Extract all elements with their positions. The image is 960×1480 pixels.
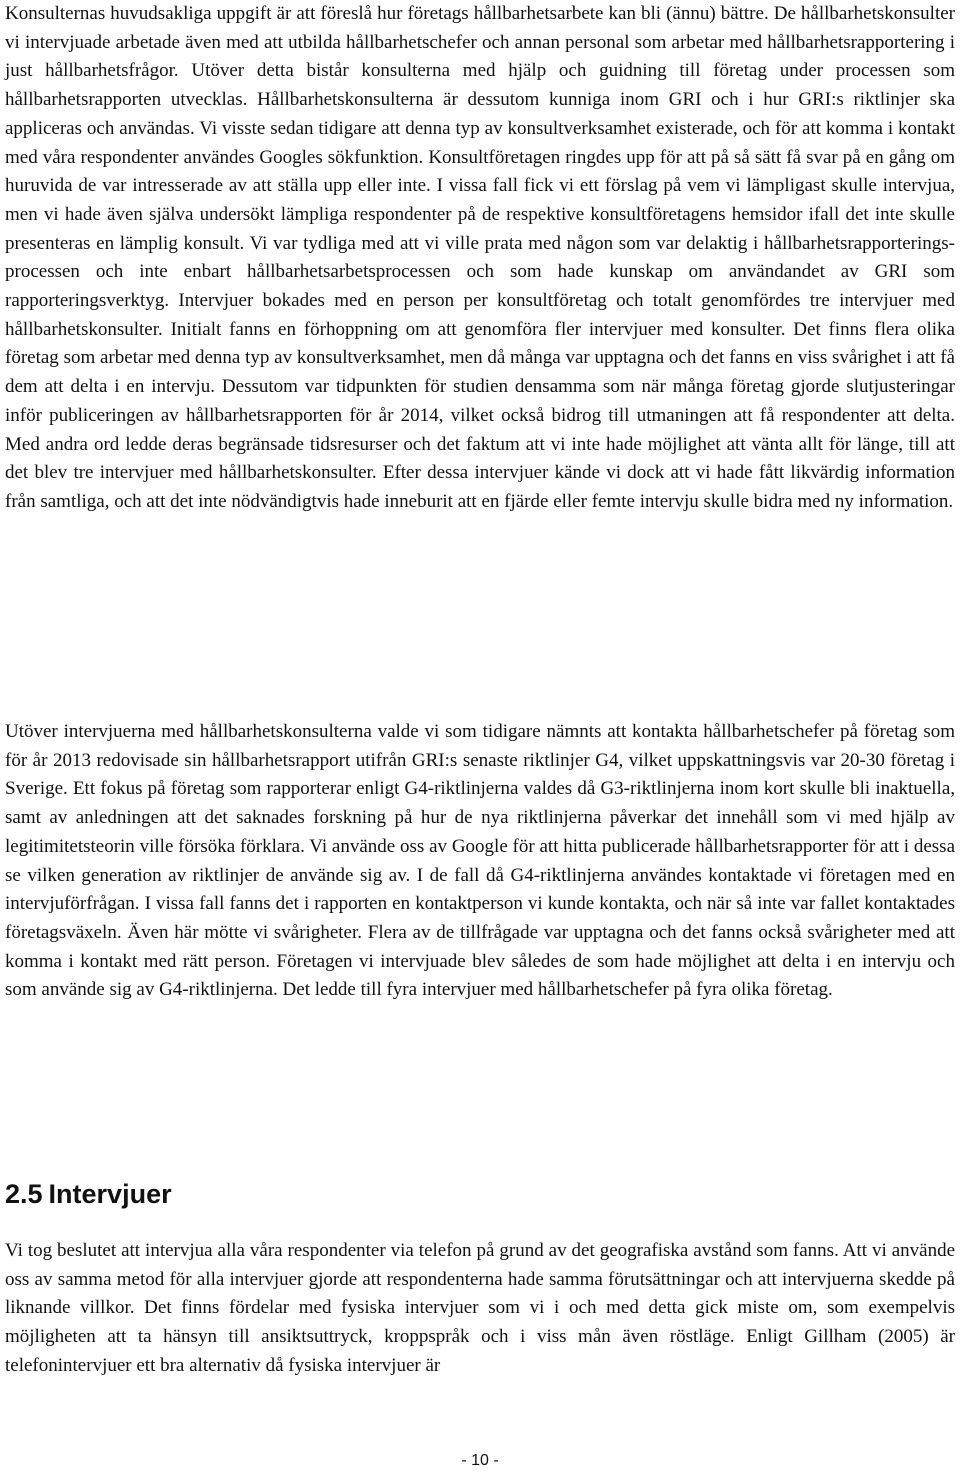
section-number: 2.5 <box>5 1179 43 1209</box>
page-number: - 10 - <box>461 1452 499 1469</box>
body-paragraph-consultants: Konsulternas huvudsakliga uppgift är att föreslå hur företags hållbarhetsarbete kan bli (ännu) bättre. De hållbarhetskonsulter vi intervjuade arbetade även med att utbilda hållbarhetschefer och annan personal som arbetar med hållbarhetsrapportering i just hållbarhetsfrågor. Utöver detta bistår konsulterna med hjälp och guidning till företag under processen som hållbarhetsrapporten utvecklas. Hållbarhetskonsulterna är dessutom kunniga inom GRI och i hur GRI:s riktlinjer ska appliceras och användas. Vi visste sedan tidigare att denna typ av konsultverksamhet existerade, och för att komma i kontakt med våra respondenter användes Googles sökfunktion. Konsultföretagen ringdes upp för att på så sätt få svar på en gång om huruvida de var intresserade av att ställa upp eller inte. I vissa fall fick vi ett förslag på vem vi lämpligast skulle intervjua, men vi hade även själva undersökt lämpliga respondenter på de respektive konsultföretagens hemsidor ifall det inte skulle presenteras en lämplig konsult. Vi var tydliga med att vi ville prata med någon som var delaktig i hållbarhetsrapporterings-processen och inte enbart hållbarhetsarbetsprocessen och som hade kunskap om användandet av GRI som rapporteringsverktyg. Intervjuer bokades med en person per konsultföretag och totalt genomfördes tre intervjuer med hållbarhetskonsulter. Initialt fanns en förhoppning om att genomföra fler intervjuer med konsulter. Det finns flera olika företag som arbetar med denna typ av konsultverksamhet, men då många var upptagna och det fanns en viss svårighet i att få dem att delta i en intervju. Dessutom var tidpunkten för studien densamma som när många företag gjorde slutjusteringar inför publiceringen av hållbarhetsrapporten för år 2014, vilket också bidrog till utmaningen att få respondenter att delta. Med andra ord ledde deras begränsade tidsresurser och det faktum att vi inte hade möjlighet att vänta allt för länge, till att det blev tre intervjuer med hållbarhetskonsulter. Efter dessa intervjuer kände vi dock att vi hade fått likvärdig information från samtliga, och att det inte nödvändigtvis hade inneburit att en fjärde eller femte intervju skulle bidra med ny information. <box>5 3 955 512</box>
section-title: Intervjuer <box>48 1179 172 1209</box>
body-paragraph-interviews: Vi tog beslutet att intervjua alla våra respondenter via telefon på grund av det geografiska avstånd som fanns. Att vi använde oss av samma metod för alla intervjuer gjorde att respondenterna hade samma förutsättningar och att intervjuerna skedde på liknande villkor. Det finns fördelar med fysiska intervjuer som vi i och med detta gick miste om, som exempelvis möjligheten att ta hänsyn till ansiktsuttryck, kroppspråk och i viss mån även röstläge. Enligt Gillham (2005) är telefonintervjuer ett bra alternativ då fysiska intervjuer är <box>5 1240 955 1376</box>
body-paragraph-sustainability-managers: Utöver intervjuerna med hållbarhetskonsulterna valde vi som tidigare nämnts att kontakta hållbarhetschefer på företag som för år 2013 redovisade sin hållbarhetsrapport utifrån GRI:s senaste riktlinjer G4, vilket uppskattningsvis var 20-30 företag i Sverige. Ett fokus på företag som rapporterar enligt G4-riktlinjerna valdes då G3-riktlinjerna inom kort skulle bli inaktuella, samt av anledningen att det saknades forskning på hur de nya riktlinjerna påverkar det innehåll som vi med hjälp av legitimitetsteorin ville försöka förklara. Vi använde oss av Google för att hitta publicerade hållbarhetsrapporter för att i dessa se vilken generation av riktlinjer de använde sig av. I de fall då G4-riktlinjerna användes kontaktade vi företagen med en intervjuförfrågan. I vissa fall fanns det i rapporten en kontaktperson vi kunde kontakta, och när så inte var fallet kontaktades företagsväxeln. Även här mötte vi svårigheter. Flera av de tillfrågade var upptagna och det fanns också svårigheter med att komma i kontakt med rätt person. Företagen vi intervjuade blev således de som hade möjlighet att delta i en intervju och som använde sig av G4-riktlinjerna. Det ledde till fyra intervjuer med hållbarhetschefer på fyra olika företag. <box>5 721 955 1001</box>
section-heading <box>5 1174 172 1214</box>
